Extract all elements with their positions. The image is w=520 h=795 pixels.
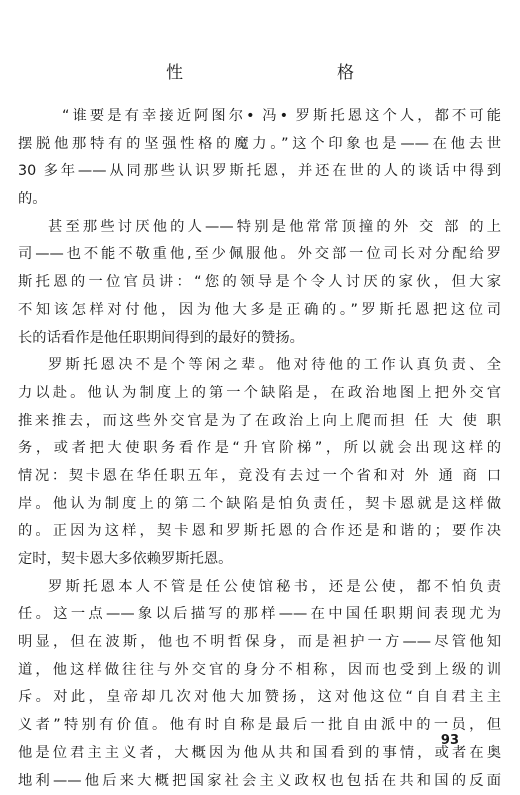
text-line: 的。 — [18, 186, 501, 214]
text-line: 力以赴。他认为制度上的第一个缺陷是，在政治地图上把外交官 — [18, 380, 501, 408]
text-line: 任。这一点——象以后描写的那样——在中国任职期间表现尤为 — [18, 601, 501, 629]
text-line: 甚至那些讨厌他的人——特别是他常常顶撞的外 交 部 的上 — [18, 214, 501, 242]
text-line: 斯托恩的一位官员讲：“您的领导是个令人讨厌的家伙，但大家 — [18, 269, 501, 297]
text-line: 摆脱他那特有的坚强性格的魔力。”这个印象也是——在他去世 — [18, 131, 501, 159]
text-line: 明显，但在波斯，他也不明哲保身，而是袒护一方——尽管他知 — [18, 629, 501, 657]
text-line: 不知该怎样对付他，因为他大多是正确的。”罗斯托恩把这位司 — [18, 297, 501, 325]
text-line: 岸。他认为制度上的第二个缺陷是怕负责任，契卡恩就是这样做 — [18, 491, 501, 519]
text-line: 他是位君主主义者，大概因为他从共和国看到的事情，或者在奥 — [18, 740, 501, 768]
text-line: 斥。对此，皇帝却几次对他大加赞扬，这对他这位“自自君主主 — [18, 684, 501, 712]
text-line: 定时，契卡恩大多依赖罗斯托恩。 — [18, 546, 501, 574]
text-line: “谁要是有幸接近阿图尔• 冯• 罗斯托恩这个人，都不可能 — [18, 103, 501, 131]
text-line: 的。正因为这样，契卡恩和罗斯托恩的合作还是和谐的；要作决 — [18, 518, 501, 546]
text-line: 义者”特别有价值。他有时自称是最后一批自由派中的一员，但 — [18, 712, 501, 740]
text-line: 推来推去，而这些外交官是为了在政治上向上爬而担 任 大 使 职 — [18, 408, 501, 436]
text-line: 长的话看作是他任职期间得到的最好的赞扬。 — [18, 325, 501, 353]
text-line: 30 多年——从同那些认识罗斯托恩，并还在世的人的谈话中得到 — [18, 158, 501, 186]
text-line: 司——也不能不敬重他,至少佩服他。外交部一位司长对分配给罗 — [18, 241, 501, 269]
text-line: 地利——他后来大概把国家社会主义政权也包括在共和国的反面 — [18, 768, 501, 795]
body-text — [18, 103, 501, 795]
text-line: 罗斯托恩决不是个等闲之辈。他对待他的工作认真负责、全 — [18, 352, 501, 380]
page-number: 93 — [441, 733, 459, 748]
chapter-title: 性 格 — [0, 58, 520, 83]
text-line: 罗斯托恩本人不管是任公使馆秘书，还是公使，都不怕负责 — [18, 574, 501, 602]
text-line: 务，或者把大使职务看作是“升官阶梯”，所以就会出现这样的 — [18, 435, 501, 463]
text-line: 情况：契卡恩在华任职五年，竟没有去过一个省和对 外 通 商 口 — [18, 463, 501, 491]
text-line: 道，他这样做往往与外交官的身分不相称，因而也受到上级的训 — [18, 657, 501, 685]
